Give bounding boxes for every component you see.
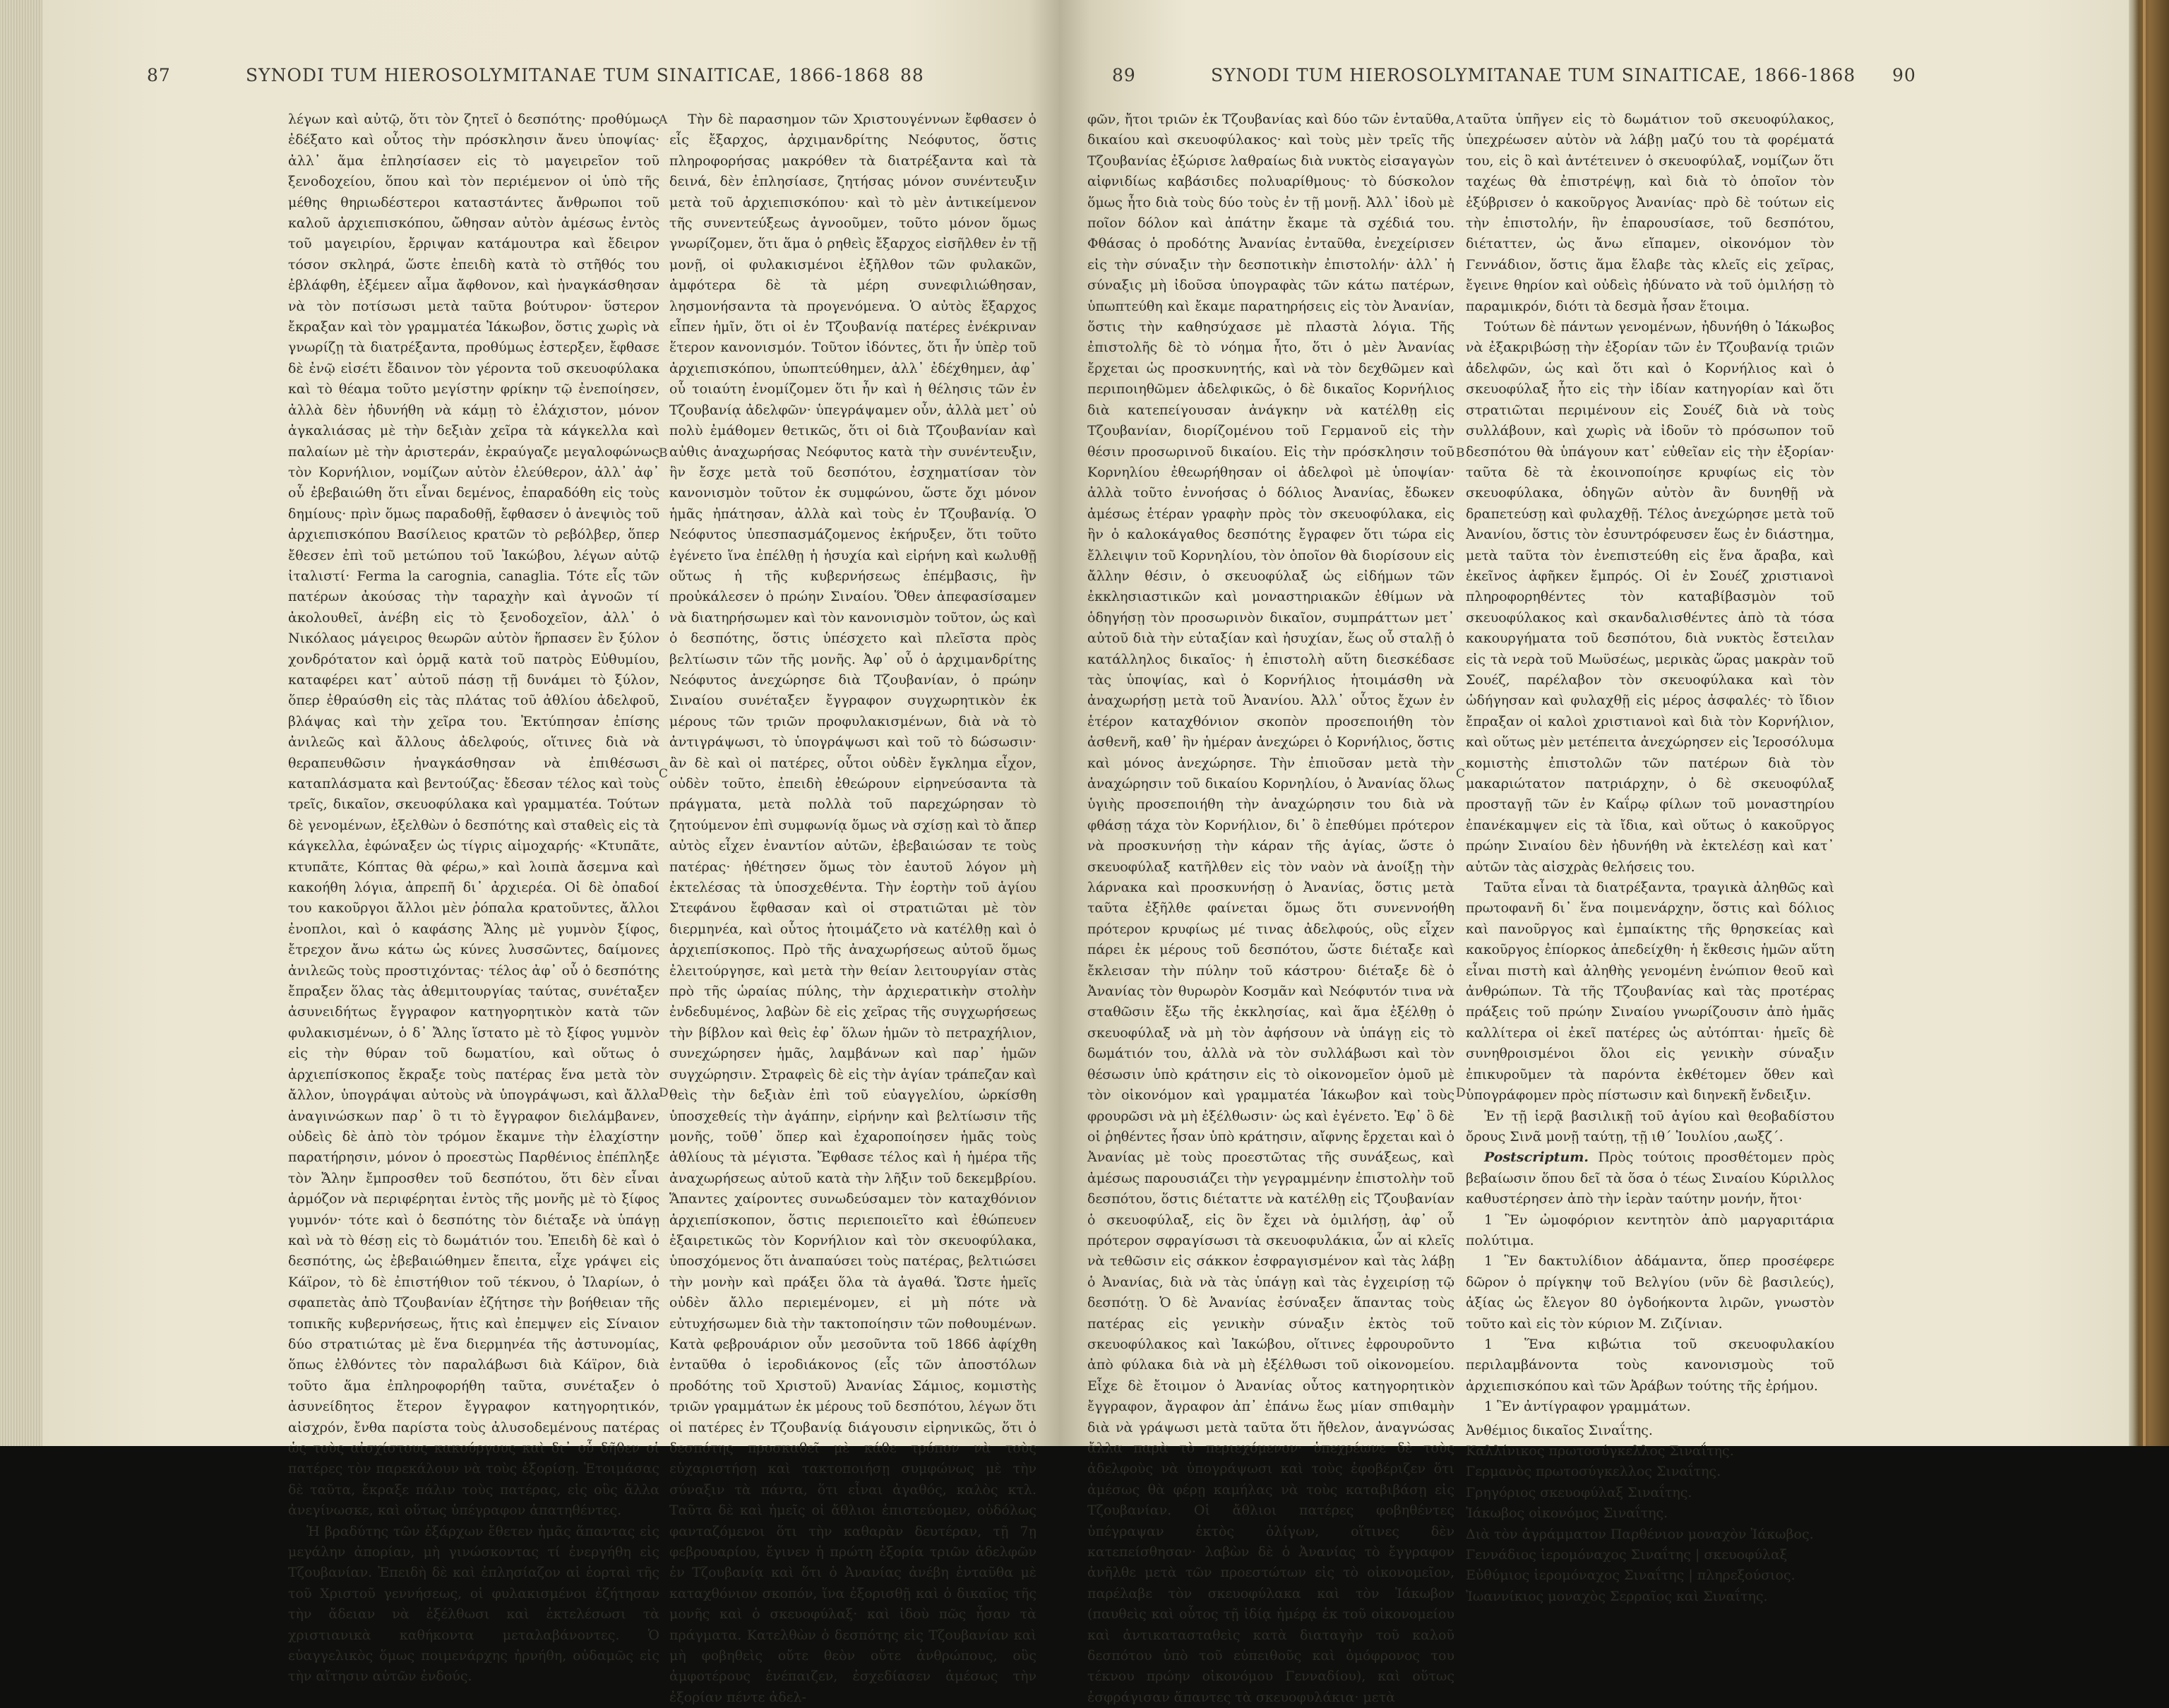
left-page-header [42,65,1059,93]
margin-marker-c-right: C [1456,767,1466,781]
signature-line: Γερμανὸς πρωτοσύγκελλος Σιναΐτης. [1466,1464,1721,1480]
margin-marker-a: A [659,113,668,127]
col4-paragraph-2: Τούτων δὲ πάντων γενομένων, ἠδυνήθη ὁ Ἰάκωβος νὰ ἐξακριβώσῃ τὴν ἐξορίαν τῶν ἐν Τζουβανίᾳ τριῶν ἀδελφῶν, ὡς καὶ ὅτι καὶ ὁ Κορνήλιος καὶ ὁ σκευοφύλαξ ἦτο εἰς τὴν ἰδίαν κατηγορίαν καὶ ὅτι στρατιῶται περιμένουν εἰς Σουέζ διὰ νὰ τοὺς συλλάβουν, καὶ χωρὶς νὰ ἰδοῦν τὸ πρόσωπον τοῦ δεσπότου θὰ ὑπάγουν κατ᾽ εὐθεῖαν εἰς τὴν ἐξορίαν· ταῦτα δὲ τὰ ἐκοινοποίησε κρυφίως εἰς τὸν σκευοφύλακα, ὁδηγῶν αὐτὸν ἂν δυνηθῇ νὰ δραπετεύσῃ καὶ φυλαχθῇ. Τέλος ἀνεχώρησε μετὰ τοῦ Ἀνανίου, ὅστις τὸν ἐσυντρόφευσεν ἕως ἐν διάστημα, μετὰ ταῦτα τὸν ἐνεπιστεύθη εἰς ἕνα ἄραβα, καὶ ἐκεῖνος ἀφῆκεν ἔμπρός. Οἱ ἐν Σουέζ χριστιανοὶ πληροφορηθέντες τὸν καταβίβασμὸν τοῦ σκευοφύλακος καὶ σκανδαλισθέντες ἀπὸ τὰ τόσα κακουργήματα τοῦ δεσπότου, διὰ νυκτὸς ἔστειλαν εἰς τὰ νερὰ τοῦ Μωϋσέως, μερικὰς ὥρας μακρὰν τοῦ Σουέζ, παρέλαβον τὸν σκευοφύλακα καὶ τὸν ὡδήγησαν καὶ φυλαχθῇ εἰς μέρος ἀσφαλές· τὸ ἴδιον ἔπραξαν οἱ καλοὶ χριστιανοὶ καὶ διὰ τὸν Κορνήλιον, καὶ οὕτως μὲν μετέπειτα ἀνεχώρησεν εἰς Ἱεροσόλυμα κομιστὴς ἐπιστολῶν τῶν πατέρων διὰ τὸν μακαριώτατον πατριάρχην, ὁ δὲ σκευοφύλαξ προσταγῇ τῶν ἐν Καΐρῳ φίλων τοῦ μοναστηρίου ἐπανέκαμψεν εἰς τὰ ἴδια, καὶ οὕτως ὁ κακοῦργος πρώην Σιναίου δὲν ἠδυνήθη νὰ ἐκτελέσῃ καὶ κατ᾽ αὐτῶν τὰς αἰσχρὰς θελήσεις του. [1466,319,1834,875]
col1-paragraph-2: Ἡ βραδύτης τῶν ἐξάρχων ἔθετεν ἡμᾶς ἅπαντας εἰς μεγάλην ἀπορίαν, μὴ γινώσκοντας τί ἐνεργήθη εἰς Τζουβανίαν. Ἐπειδὴ δὲ καὶ ἐπλησίαζον αἱ ἑορταὶ τῆς τοῦ Χριστοῦ γεννήσεως, οἱ φυλακισμένοι ἐζήτησαν τὴν ἄδειαν νὰ ἐξέλθωσι καὶ ἐκτελέσωσι τὰ χριστιανικὰ καθήκοντα μεταλαβάνοντες. Ὁ εὐαγγελικὸς ὅμως ποιμενάρχης ἠρνήθη, οὐδαμῶς εἰς τὴν αἴτησιν αὐτῶν ἐνδούς. [288,1523,659,1685]
margin-marker-c: C [659,767,669,781]
signature-line: Καλλίνικος πρωτοσύγκελλος Σιναΐτης. [1466,1443,1734,1459]
signature-list [1466,1421,1834,1608]
margin-marker-b-right: B [1456,446,1465,460]
postscript-item: 1 Ἕνα κιβώτια τοῦ σκευοφυλακίου περιλαμβάνοντα τοὺς κανονισμοὺς τοῦ ἀρχιεπισκόπου καὶ τῶν Ἀράβων τούτης τῆς ἐρήμου. [1466,1336,1834,1394]
page-number-88: 88 [900,65,924,85]
running-title-left: SYNODI TUM HIEROSOLYMITANAE TUM SINAITICAE, 1866-1868 [246,65,891,85]
signature-line: Διὰ τὸν ἀγράμματον Παρθένιον μοναχὸν Ἰάκωβος. [1466,1526,1814,1542]
postscript-item: 1 Ἓν ὠμοφόριον κεντητὸν ἀπὸ μαργαριτάρια πολύτιμα. [1466,1212,1834,1248]
signature-line: Ἰάκωβος οἰκονόμος Σιναΐτης. [1466,1505,1668,1522]
postscript-text: Πρὸς τούτοις προσθέτομεν πρὸς βεβαίωσιν ὅπου δεῖ τὰ ὅσα ὁ τέως Σιναίου Κύριλλος καθυστέρησεν ἀπὸ τὴν ἱερὰν ταύτην μονήν, ἤτοι· [1466,1149,1834,1207]
right-page-column-2 [1466,109,1834,1604]
margin-marker-d: D [659,1086,669,1100]
signature-line: Εὐθύμιος ἱερομόναχος Σιναΐτης | πληρεξούσιος. [1466,1567,1795,1584]
col3-paragraph: φῶν, ἤτοι τριῶν ἐκ Τζουβανίας καὶ δύο τῶν ἐνταῦθα, δικαίου καὶ σκευοφύλακος· καὶ τοὺς μὲν τρεῖς τῆς Τζουβανίας ἐξώρισε λαθραίως διὰ νυκτὸς εἰσαγαγὼν αἰφνιδίως καβάσιδες πολυαρίθμους· τὸ δύσκολον ὅμως ἦτο διὰ τοὺς δύο τοὺς ἐν τῇ μονῇ. Ἀλλ᾽ ἰδοὺ μὲ ποῖον δόλον καὶ ἀπάτην ἔκαμε τὰ σχέδιά του. Φθάσας ὁ προδότης Ἀνανίας ἐνταῦθα, ἐνεχείρισεν εἰς τὴν σύναξιν τὴν δεσποτικὴν ἐπιστολήν· ἀλλ᾽ ἡ σύναξις μὴ ἰδοῦσα ὑπογραφὰς τῶν κάτω πατέρων, ὑπωπτεύθη καὶ ἔκαμε παρατηρήσεις εἰς τὸν Ἀνανίαν, ὅστις τὴν καθησύχασε μὲ πλαστὰ λόγια. Τῆς ἐπιστολῆς δὲ τὸ νόημα ἦτο, ὅτι ὁ μὲν Ἀνανίας ἔρχεται ὡς προσκυνητής, καὶ νὰ τὸν δεχθῶμεν καὶ περιποιηθῶμεν ἀδελφικῶς, ὁ δὲ δικαῖος Κορνήλιος διὰ κατεπείγουσαν ἀνάγκην νὰ κατέλθῃ εἰς Τζουβανίαν, διορίζομένου τοῦ Γερμανοῦ εἰς τὴν θέσιν προσωρινοῦ δικαίου. Εἰς τὴν πρόσκλησιν τοῦ Κορνηλίου ἐθεωρήθησαν οἱ ἀδελφοὶ μὲ ὑποψίαν· ἀλλὰ τοῦτο ἐννοήσας ὁ δόλιος Ἀνανίας, ἔδωκεν ἀμέσως ἑτέραν γραφὴν πρὸς τὸν σκευοφύλακα, εἰς ἣν ὁ καλοκάγαθος δεσπότης ἔγραφεν ὅτι τώρα εἰς ἔλλειψιν τοῦ Κορνηλίου, τὸν ὁποῖον θὰ διορίσουν εἰς ἄλλην θέσιν, ὁ σκευοφύλαξ ὡς εἰδήμων τῶν ἐκκλησιαστικῶν καὶ μοναστηριακῶν ἐθίμων νὰ ὁδηγήσῃ τὸν προσωρινὸν δικαῖον, συμπράττων μετ᾽ αὐτοῦ διὰ τὴν εὐταξίαν καὶ ἡσυχίαν, ἕως οὗ σταλῇ ὁ κατάλληλος δικαῖος· ἡ ἐπιστολὴ αὕτη διεσκέδασε τὰς ὑποψίας, καὶ ὁ Κορνήλιος ἡτοιμάσθη νὰ ἀναχωρήσῃ μετὰ τοῦ Ἀνανίου. Ἀλλ᾽ οὗτος ἔχων ἐν ἑτέρον καταχθόνιον σκοπὸν προσεποιήθη τὸν ἀσθενῆ, καθ᾽ ἣν ἡμέραν ἀνεχώρει ὁ Κορνήλιος, ὅστις καὶ μόνος ἀνεχώρησε. Τὴν ἐπιοῦσαν μετὰ τὴν ἀναχώρησιν τοῦ δικαίου Κορνηλίου, ὁ Ἀνανίας ὅλως ὑγιὴς προσεποιήθη τὴν ἀναχώρησιν του διὰ νὰ φθάσῃ τάχα τὸν Κορνήλιον, δι᾽ ὃ ἐπεθύμει πρότερον νὰ προσκυνήσῃ τὴν κάραν τῆς ἁγίας, ὥστε ὁ σκευοφύλαξ κατῆλθεν εἰς τὸν ναὸν νὰ ἀνοίξῃ τὴν λάρνακα καὶ προσκυνήσῃ ὁ Ἀνανίας, ὅστις μετὰ ταῦτα ἐξῆλθε φαίνεται ὅμως ὅτι συνεννοήθη πρότερον κρυφίως μέ τινας ἀδελφούς, οὓς εἶχεν πάρει ἐκ μέρους τοῦ δεσπότου, ὥστε διέταξε καὶ ἔκλεισαν τὴν πύλην τοῦ κάστρου· διέταξε δὲ ὁ Ἀνανίας τὸν θυρωρὸν Κοσμᾶν καὶ Νεόφυτόν τινα νὰ σταθῶσιν ἔξω τῆς ἐκκλησίας, καὶ ἅμα ἐξέλθῃ ὁ σκευοφύλαξ νὰ μὴ τὸν ἀφήσουν νὰ ὑπάγῃ εἰς τὸ δωμάτιόν του, ἀλλὰ νὰ τὸν συλλάβωσι καὶ τὸν θέσωσιν ὑπὸ κράτησιν εἰς τὸ οἰκονομεῖον ὁμοῦ μὲ τὸν οἰκονόμον καὶ γραμματέα Ἰάκωβον καὶ τοὺς φρουρῶσι νὰ μὴ ἐξέλθωσιν· ὡς καὶ ἐγένετο. Ἐφ᾽ ὃ δὲ οἱ ῥηθέντες ἦσαν ὑπὸ κράτησιν, αἴφνης ἔρχεται καὶ ὁ Ἀνανίας μὲ τοὺς προεστῶτας τῆς συνάξεως, καὶ ἀμέσως παρουσιάζει τὴν γεγραμμένην ἐπιστολὴν τοῦ δεσπότου, ὅστις διέταττε νὰ κατέλθῃ εἰς Τζουβανίαν ὁ σκευοφύλαξ, εἰς ὃν ἔχει νὰ ὁμιλήσῃ, ἀφ᾽ οὗ πρότερον σφραγίσωσι τὰ σκευοφυλάκια, ὧν αἱ κλεῖς νὰ τεθῶσιν εἰς σάκκον ἐσφραγισμένον καὶ τὰς λάβῃ ὁ Ἀνανίας, διὰ νὰ τὰς ὑπάγῃ καὶ τὰς ἐγχειρίσῃ τῷ δεσπότῃ. Ὁ δὲ Ἀνανίας ἐσύναξεν ἅπαντας τοὺς πατέρας εἰς γενικὴν σύναξιν ἐκτὸς τοῦ σκευοφύλακος καὶ Ἰακώβου, οἵτινες ἐφρουροῦντο ἀπὸ φύλακα διὰ νὰ μὴ ἐξέλθωσι τοῦ οἰκονομείου. Εἶχε δὲ ἔτοιμον ὁ Ἀνανίας οὗτος κατηγορητικὸν ἔγγραφον, ἄγραφον ἀπ᾽ ἐπάνω ἕως μίαν σπιθαμὴν διὰ νὰ γράψωσι μετὰ ταῦτα ὅτι ἤθελον, ἀναγνώσας ἄλλα παρὰ τὸ περιεχόμενον· ὑπεχρέωνε δὲ τοὺς ἀδελφοὺς νὰ ὑπογράψωσι καὶ τοὺς ἐφοβέριζεν ὅτι ἀμέσως θὰ φέρῃ καμήλας νὰ τοὺς καταβιβάσῃ εἰς Τζουβανίαν. Οἱ ἄθλιοι πατέρες φοβηθέντες ὑπέγραψαν ἐκτὸς ὀλίγων, οἵτινες δὲν κατεπείσθησαν· λαβὼν δὲ ὁ Ἀνανίας τὸ ἔγγραφον ἀνῆλθε μετὰ τῶν προεστώτων εἰς τὸ οἰκονομεῖον, παρέλαβε τὸν σκευοφύλακα καὶ τὸν Ἰάκωβον (παυθεὶς καὶ οὗτος τῇ ἰδίᾳ ἡμέρᾳ ἐκ τοῦ οἰκονομείου καὶ ἀντικατασταθεὶς κατὰ διαταγὴν τοῦ καλοῦ δεσπότου ὑπὸ τοῦ εὐπειθοῦς καὶ ὁμόφρονος του τέκνου πρώην οἰκονόμου Γενναδίου), καὶ οὕτως ἐσφράγισαν ἅπαντες τὰ σκευοφυλάκια· μετὰ [1087,112,1454,1705]
signature-line: Ἰωαννίκιος μοναχὸς Σερραῖος καὶ Σιναΐτης. [1466,1588,1768,1604]
right-page [1059,0,2129,1705]
postscript-label: Postscriptum. [1484,1149,1589,1166]
signature-line: Ἀνθέμιος δικαῖος Σιναΐτης. [1466,1422,1653,1438]
col4-paragraph-1: ταῦτα ὑπῆγεν εἰς τὸ δωμάτιον τοῦ σκευοφύλακος, ὑπεχρέωσεν αὐτὸν νὰ λάβῃ μαζύ του τὰ φορέματά του, εἰς ὃ καὶ ἀντέτεινεν ὁ σκευοφύλαξ, νομίζων ὅτι ταχέως θὰ ἐπιστρέψῃ, καὶ διὰ τὸ ὁποῖον τὸν ἐξύβρισεν ὁ κακοῦργος Ἀνανίας· πρὸ δὲ τούτων εἰς τὴν ἐπιστολήν, ἣν ἐπαρουσίασε, τοῦ δεσπότου, διέταττεν, ὡς ἄνω εἴπαμεν, οἰκονόμον τὸν Γεννάδιον, ὅστις ἅμα ἔλαβε τὰς κλεῖς εἰς χεῖρας, ἔγεινε θηρίον καὶ οὐδεὶς ἠδύνατο νὰ τοῦ ὁμιλήσῃ τὸ παραμικρόν, διότι τὰ δεσμὰ ἦσαν ἕτοιμα. [1466,112,1834,314]
running-title-right: SYNODI TUM HIEROSOLYMITANAE TUM SINAITICAE, 1866-1868 [1211,65,1856,85]
right-page-header [1059,65,2129,93]
signature-line: Γεννάδιος ἱερομόναχος Σιναΐτης | σκευοφύλαξ [1466,1547,1788,1563]
left-page-column-1 [288,109,659,1685]
margin-marker-a-right: A [1456,113,1465,127]
margin-marker-d-right: D [1456,1086,1466,1100]
left-page-column-2 [669,109,1036,1705]
postscript-paragraph [1466,1147,1834,1210]
left-page [42,0,1059,1705]
page-number-89: 89 [1112,65,1136,85]
book-cover-edge [2129,0,2169,1446]
col2-paragraph: Τὴν δὲ παρασημον τῶν Χριστουγέννων ἔφθασεν ὁ εἷς ἔξαρχος, ἀρχιμανδρίτης Νεόφυτος, ὅστις πληροφορήσας μακρόθεν τὰ διατρέξαντα καὶ τὰ δεινά, δὲν ἐπλησίασε, ζητήσας μόνον συνέντευξιν μετὰ τοῦ ἀρχιεπισκόπου· καὶ τὸ μὲν ἀντικείμενον τῆς συνεντεύξεως ἀγνοοῦμεν, τοῦτο μόνον ὅμως γνωρίζομεν, ὅτι ἅμα ὁ ρηθεὶς ἔξαρχος εἰσῆλθεν ἐν τῇ μονῇ, οἱ φυλακισμένοι ἐξῆλθον τῶν φυλακῶν, ἀμφότερα δὲ τὰ μέρη συνεφιλιώθησαν, λησμονήσαντα τὰ προγενόμενα. Ὁ αὐτὸς ἔξαρχος εἶπεν ἡμῖν, ὅτι οἱ ἐν Τζουβανίᾳ πατέρες ἐνέκριναν ἕτερον κανονισμόν. Τοῦτον ἰδόντες, ὅτι ἦν ὑπὲρ τοῦ ἀρχιεπισκόπου, ὑπωπτεύθημεν, ἀλλ᾽ ἐδέχθημεν, ἀφ᾽ οὗ τοιαύτη ἐνομίζομεν ὅτι ἦν καὶ ἡ θέλησις τῶν ἐν Τζουβανίᾳ ἀδελφῶν· ὑπεγράψαμεν οὖν, ἀλλὰ μετ᾽ οὐ πολὺ ἐμάθομεν θετικῶς, ὅτι οἱ διὰ Τζουβανίαν καὶ αὐθις ἀναχωρήσας Νεόφυτος κατὰ τὴν συνέντευξιν, ἣν ἔσχε μετὰ τοῦ δεσπότου, ἐσχηματίσαν τὸν κανονισμὸν τοῦτον ἐκ συμφώνου, ὥστε ὄχι μόνον ἡμᾶς ἠπάτησαν, ἀλλὰ καὶ τοὺς ἐν Τζουβανίᾳ. Ὁ Νεόφυτος ὑπεσπασμάζομενος ἐκήρυξεν, ὅτι τοῦτο ἐγένετο ἵνα ἐπέλθῃ ἡ ἡσυχία καὶ εἰρήνη καὶ κωλυθῇ οὕτως ἡ τῆς κυβερνήσεως ἐπέμβασις, ἣν προὐκάλεσεν ὁ πρώην Σιναίου. Ὅθεν ἀπεφασίσαμεν νὰ διατηρήσωμεν καὶ τὸν κανονισμὸν τοῦτον, ὡς καὶ ὁ δεσπότης, ὅστις ὑπέσχετο καὶ πλεῖστα πρὸς βελτίωσιν τῶν τῆς μονῆς. Ἀφ᾽ οὗ ὁ ἀρχιμανδρίτης Νεόφυτος ἀνεχώρησε διὰ Τζουβανίαν, ὁ πρώην Σιναίου συνέταξεν ἔγγραφον συγχωρητικὸν ἐκ μέρους τῶν τριῶν προφυλακισμένων, διὰ νὰ τὸ ἀντιγράψωσι, τὸ ὑπογράψωσι καὶ τοῦ τὸ δώσωσιν· ἂν δὲ καὶ οἱ πατέρες, οὗτοι οὐδὲν ἔγκλημα εἶχον, οὐδὲν τοῦτο, ἐπειδὴ ἐθεώρουν εἰρηνεύσαντα τὰ πράγματα, μετὰ πολλὰ τοῦ παρεχώρησαν τὸ ζητούμενον ἐπὶ συμφωνίᾳ ὅμως νὰ σχίσῃ καὶ τὸ ἄπερ αὐτὸς εἶχεν ἐναντίον αὐτῶν, ἐβεβαιώσαν τε τοὺς πατέρας· ἠθέτησεν ὅμως τὸν ἑαυτοῦ λόγον μὴ ἐκτελέσας τὰ ὑποσχεθέντα. Τὴν ἑορτὴν τοῦ ἁγίου Στεφάνου ἔφθασαν καὶ οἱ στρατιῶται μὲ τὸν διερμηνέα, καὶ οὗτος ἡτοιμάζετο νὰ κατέλθῃ καὶ ὁ ἀρχιεπίσκοπος. Πρὸ τῆς ἀναχωρήσεως αὐτοῦ ὅμως ἐλειτούργησε, καὶ μετὰ τὴν θείαν λειτουργίαν στὰς πρὸ τῆς ὡραίας πύλης, τὴν ἀρχιερατικὴν στολὴν ἐνδεδυμένος, λαβὼν δὲ εἰς χεῖρας τῆς συγχωρήσεως τὴν βίβλον καὶ θεὶς ἐφ᾽ ὅλων ἡμῶν τὸ πετραχήλιον, συνεχώρησεν ἡμᾶς, λαμβάνων καὶ παρ᾽ ἡμῶν συγχώρησιν. Στραφεὶς δὲ εἰς τὴν ἁγίαν τράπεζαν καὶ θεὶς τὴν δεξιὰν ἐπὶ τοῦ εὐαγγελίου, ὡρκίσθη ὑποσχεθείς τὴν ἀγάπην, εἰρήνην καὶ βελτίωσιν τῆς μονῆς, τοῦθ᾽ ὅπερ καὶ ἐχαροποίησεν ἡμᾶς τοὺς ἀθλίους τὰ μέγιστα. Ἔφθασε τέλος καὶ ἡ ἡμέρα τῆς ἀναχωρήσεως αὐτοῦ κατὰ τὴν λῆξιν τοῦ δεκεμβρίου. Ἅπαντες χαίροντες συνωδεύσαμεν τὸν καταχθόνιον ἀρχιεπίσκοπον, ὅστις περιεποιεῖτο καὶ ἐθώπευεν ἐξαιρετικῶς τὸν Κορνήλιον καὶ τὸν σκευοφύλακα, ὑποσχόμενος ὅτι ἀναπαύσει τοὺς πατέρας, βελτιώσει τὴν μονὴν καὶ πράξει ὅλα τὰ ἀγαθά. Ὥστε ἡμεῖς οὐδὲν ἄλλο περιεμένομεν, εἰ μὴ πότε νὰ εὐτυχήσωμεν διὰ τὴν τακτοποίησιν τῶν ποθουμένων. Κατὰ φεβρουάριον οὖν μεσοῦντα τοῦ 1866 ἀφίχθη ἐνταῦθα ὁ ἱεροδιάκονος (εἷς τῶν ἀποστόλων προδότης τοῦ Χριστοῦ) Ἀνανίας Σάμιος, κομιστὴς τριῶν γραμμάτων ἐκ μέρους τοῦ δεσπότου, λέγων ὅτι οἱ πατέρες ἐν Τζουβανίᾳ διάγουσιν εἰρηνικῶς, ὅτι ὁ δεσπότης προσκαθεῖ μὲ κάθε τρόπον νὰ τοὺς εὐχαριστήσῃ καὶ τακτοποιήσῃ συμφώνως μὲ τὴν σύναξιν τὰ πάντα, ὅτι εἶναι ἀγαθός, καλὸς κτλ. Ταῦτα δὲ καὶ ἡμεῖς οἱ ἄθλιοι ἐπιστεύομεν, οὐδόλως φανταζόμενοι ὅτι τὴν καθαρὰν δευτέραν, τῇ 7ῃ φεβρουαρίου, ἔγινεν ἡ πρώτη ἐξορία τριῶν ἀδελφῶν ἐν Τζουβανίᾳ καὶ ὅτι ὁ Ἀνανίας ἀνέβη ἐνταῦθα μὲ καταχθόνιον σκοπόν, ἵνα ἐξορισθῇ καὶ ὁ δικαῖος τῆς μονῆς καὶ ὁ σκευοφύλαξ· καὶ ἰδοὺ πῶς ἦσαν τὰ πράγματα. Κατελθὼν ὁ δεσπότης εἰς Τζουβανίαν καὶ μὴ φοβηθεὶς οὔτε θεὸν οὔτε ἀνθρώπους, οὓς ἀμφοτέρους ἐνέπαιζεν, ἐσχεδίασεν ἀμέσως τὴν ἐξορίαν πέντε ἀδελ- [669,112,1036,1705]
page-number-90: 90 [1892,65,1916,85]
postscript-item: 1 Ἓν ἀντίγραφον γραμμάτων. [1484,1399,1691,1415]
col1-paragraph: λέγων καὶ αὐτῷ, ὅτι τὸν ζητεῖ ὁ δεσπότης· προθύμως ἐδέξατο καὶ οὗτος τὴν πρόσκλησιν ἄνευ ὑποψίας· ἀλλ᾽ ἅμα ἐπλησίασεν εἰς τὸ μαγειρεῖον τοῦ ξενοδοχείου, ὅπου καὶ τὸν περιέμενον οἱ ὑπὸ τῆς μέθης θηριωδέστεροι καταστάντες ἄνθρωποι τοῦ καλοῦ ἀρχιεπισκόπου, ὤθησαν αὐτὸν ἀμέσως ἐντὸς τοῦ μαγειρίου, ἔρριψαν κατάμουτρα καὶ ἔδειρον τόσον σκληρά, ὥστε ἐπειδὴ κατὰ τὸ στῆθός του ἐβλάφθη, ἐξέμεεν αἷμα ἄφθονον, καὶ ἠναγκάσθησαν νὰ τὸν ποτίσωσι μετὰ ταῦτα βούτυρον· ὕστερον ἔκραξαν καὶ τὸν γραμματέα Ἰάκωβον, ὅστις χωρὶς νὰ γνωρίζῃ τὰ διατρέξαντα, προθύμως ἐστερξεν, ἔφθασε δὲ ἐνῷ εἰσέτι ἔδαινον τὸν γέροντα τοῦ σκευοφύλακα καὶ τὸ θέαμα τοῦτο μεγίστην φρίκην τῷ ἐνεποίησεν, ἀλλὰ δὲν ἠδυνήθη νὰ κάμῃ τὸ ἐλάχιστον, μόνον ἀγκαλιάσας μὲ τὴν δεξιὰν χεῖρα τὰ κάγκελλα καὶ παλαίων μὲ τὴν ἀριστεράν, ἐκραύγαζε μεγαλοφώνως τὸν Κορνήλιον, νομίζων αὐτὸν ἐλεύθερον, ἀλλ᾽ ἀφ᾽ οὗ ἐβεβαιώθη ὅτι εἶναι δεμένος, ἐπαραδόθη εἰς τοὺς δημίους· πρὶν ὅμως παραδοθῇ, ἔφθασεν ὁ ἀνεψιὸς τοῦ ἀρχιεπισκόπου Βασίλειος κρατῶν τὸ ρεβόλβερ, ὅπερ ἔθεσεν ἐπὶ τοῦ μετώπου τοῦ Ἰακώβου, λέγων αὐτῷ ἰταλιστί· Ferma la carognia, canaglia. Τότε εἷς τῶν πατέρων ἀκούσας τὴν ταραχὴν καὶ ἀγνοῶν τί ἀκολουθεῖ, ἀνέβη εἰς τὸ ξενοδοχεῖον, ἀλλ᾽ ὁ Νικόλαος μάγειρος θεωρῶν αὐτὸν ἥρπασεν ἓν ξύλον χονδρότατον καὶ ὁρμᾷ κατὰ τοῦ πατρὸς Εὐθυμίου, καταφέρει κατ᾽ αὐτοῦ πάσῃ τῇ δυνάμει τὸ ξύλον, ὅπερ ἐθραύσθη εἰς τὰς πλάτας τοῦ ἀθλίου ἀδελφοῦ, βλάψας καὶ τὴν χεῖρα του. Ἐκτύπησαν ἐπίσης ἀνιλεῶς καὶ ἄλλους ἀδελφούς, οἵτινες διὰ νὰ θεραπευθῶσιν ἠναγκάσθησαν νὰ ἐπιθέσωσι καταπλάσματα καὶ βεντούζας· ἔδεσαν τέλος καὶ τοὺς τρεῖς, δικαῖον, σκευοφύλακα καὶ γραμματέα. Τούτων δὲ γενομένων, ἐξελθὼν ὁ δεσπότης καὶ σταθεὶς εἰς τὰ κάγκελλα, ἐφώναξεν ὡς τίγρις αἱμοχαρής· «Κτυπᾶτε, κτυπᾶτε, Κόπτας θὰ φέρω,» καὶ λοιπὰ ἄσεμνα καὶ κακοήθη λόγια, ἀπρεπῆ δι᾽ ἀρχιερέα. Οἱ δὲ ὀπαδοί του κακοῦργοι ἄλλοι μὲν ῥόπαλα κρατοῦντες, ἄλλοι ἐνοπλοι, καὶ ὁ καφάσης Ἄλης μὲ γυμνὸν ξίφος, ἔτρεχον ἄνω κάτω ὡς κύνες λυσσῶντες, δαίμονες ἀνιλεῶς τοὺς προστιχόντας· τέλος ἀφ᾽ οὗ ὁ δεσπότης ἔπραξεν ὅλας τὰς ἀθεμιτουργίας ταύτας, συνέταξεν ἀσυνειδήτως ἔγγραφον κατηγορητικὸν κατὰ τῶν φυλακισμένων, ὁ δ᾽ Ἄλης ἵστατο μὲ τὸ ξίφος γυμνὸν εἰς τὴν θύραν τοῦ δωματίου, καὶ οὕτως ὁ ἀρχιεπίσκοπος ἔκραξε τοὺς πατέρας ἕνα μετὰ τὸν ἄλλον, ὑπογράψαι αὐτοὺς νὰ ὑπογράψωσι, καὶ ἄλλα ἀναγινώσκων παρ᾽ ὃ τι τὸ ἔγγραφον διελάμβανεν, οὐδεὶς δὲ ἀπὸ τὸν τρόμον ἔκαμνε τὴν ἐλαχίστην παρατήρησιν, μόνον ὁ προεστὼς Παρθένιος ἐπέπληξε τὸν Ἄλην ἔμπροσθεν τοῦ δεσπότου, ὅτι δὲν εἶναι ἁρμόζον νὰ περιφέρηται ἐντὸς τῆς μονῆς μὲ τὸ ξίφος γυμνόν· τότε καὶ ὁ δεσπότης τὸν διέταξε νὰ ὑπάγῃ καὶ νὰ τὸ θέσῃ εἰς τὸ δωμάτιόν του. Ἐπειδὴ δὲ καὶ ὁ δεσπότης, ὡς ἐβεβαιώθημεν ἔπειτα, εἶχε γράψει εἰς Κάϊρον, τὸ δὲ ἐπιστήθιον τοῦ τέκνου, ὁ Ἰλαρίων, ὁ σφαπετὰς ἀπὸ Τζουβανίαν ἐζήτησε τὴν βοήθειαν τῆς τοπικῆς κυβερνήσεως, ἥτις καὶ ἐπεμψεν εἰς Σίναιον δύο στρατιώτας μὲ ἕνα διερμηνέα τῆς ἀστυνομίας, ὅπως ἐλθόντες τὸν παραλάβωσι διὰ Κάϊρον, διὰ τοῦτο ἅμα ἐπληροφορήθη ταῦτα, συνέταξεν ὁ ἀσυνείδητος ἕτερον ἔγγραφον κατηγορητικόν, αἰσχρόν, ἔνθα παρίστα τοὺς ἀλυσοδεμένους πατέρας ὡς τοὺς αἰσχίστους κακούργους καὶ δι᾽ οὗ δῆθεν οἱ πατέρες τὸν παρεκάλουν νὰ τοὺς ἐξορίσῃ. Ἑτοιμάσας δὲ ταῦτα, ἔκραξε πάλιν τοὺς πατέρας, εἰς οὓς ἄλλα ἀνεγίνωσκε, καὶ οὕτως ὑπέγραφον ἀπατηθέντες. [288,112,659,1519]
page-number-87: 87 [147,65,171,85]
postscript-item: 1 Ἓν δακτυλίδιον ἀδάμαντα, ὅπερ προσέφερε δῶρον ὁ πρίγκηψ τοῦ Βελγίου (νῦν δὲ βασιλεύς), ἀξίας ὡς ἔλεγον 80 ὀγδοήκοντα λιρῶν, γνωστὸν τοῦτο καὶ εἰς τὸν κύριον Μ. Ζιζίνιαν. [1466,1253,1834,1332]
margin-marker-b: B [659,446,668,460]
col4-paragraph-3: Ταῦτα εἶναι τὰ διατρέξαντα, τραγικὰ ἀληθῶς καὶ πρωτοφανῆ δι᾽ ἕνα ποιμενάρχην, ὅστις καὶ δόλιος καὶ πανοῦργος καὶ ἐμπαίκτης τῆς θρησκείας καὶ κακοῦργος ἐπίορκος ἀπεδείχθη· ἡ ἔκθεσις ἡμῶν αὕτη εἶναι πιστὴ καὶ ἀληθὴς γενομένη ἐνώπιον θεοῦ καὶ ἀνθρώπων. Τὰ τῆς Τζουβανίας καὶ τὰς προτέρας πράξεις τοῦ πρώην Σιναίου γνωρίζουσιν ἀπὸ ἡμᾶς καλλίτερα οἱ ἐκεῖ πατέρες ὡς αὐτόπται· ἡμεῖς δὲ συνηθροισμένοι ὅλοι εἰς γενικὴν σύναξιν ἐπικυροῦμεν τὰ παρόντα ἐκθέτομεν ὅθεν καὶ ὑπογράφομεν πρὸς πίστωσιν καὶ διηνεκῆ ἔνδειξιν. [1466,880,1834,1104]
right-page-column-1 [1087,109,1454,1705]
cover-stripe [2143,0,2146,1446]
signature-line: Γρηγόριος σκευοφύλαξ Σιναΐτης. [1466,1484,1692,1500]
col4-paragraph-4: Ἐν τῇ ἱερᾷ βασιλικῇ τοῦ ἁγίου καὶ θεοβαδίστου ὄρους Σινᾶ μονῇ ταύτῃ, τῇ ιθ´ Ἰουλίου ,αωξζ´. [1466,1108,1834,1145]
